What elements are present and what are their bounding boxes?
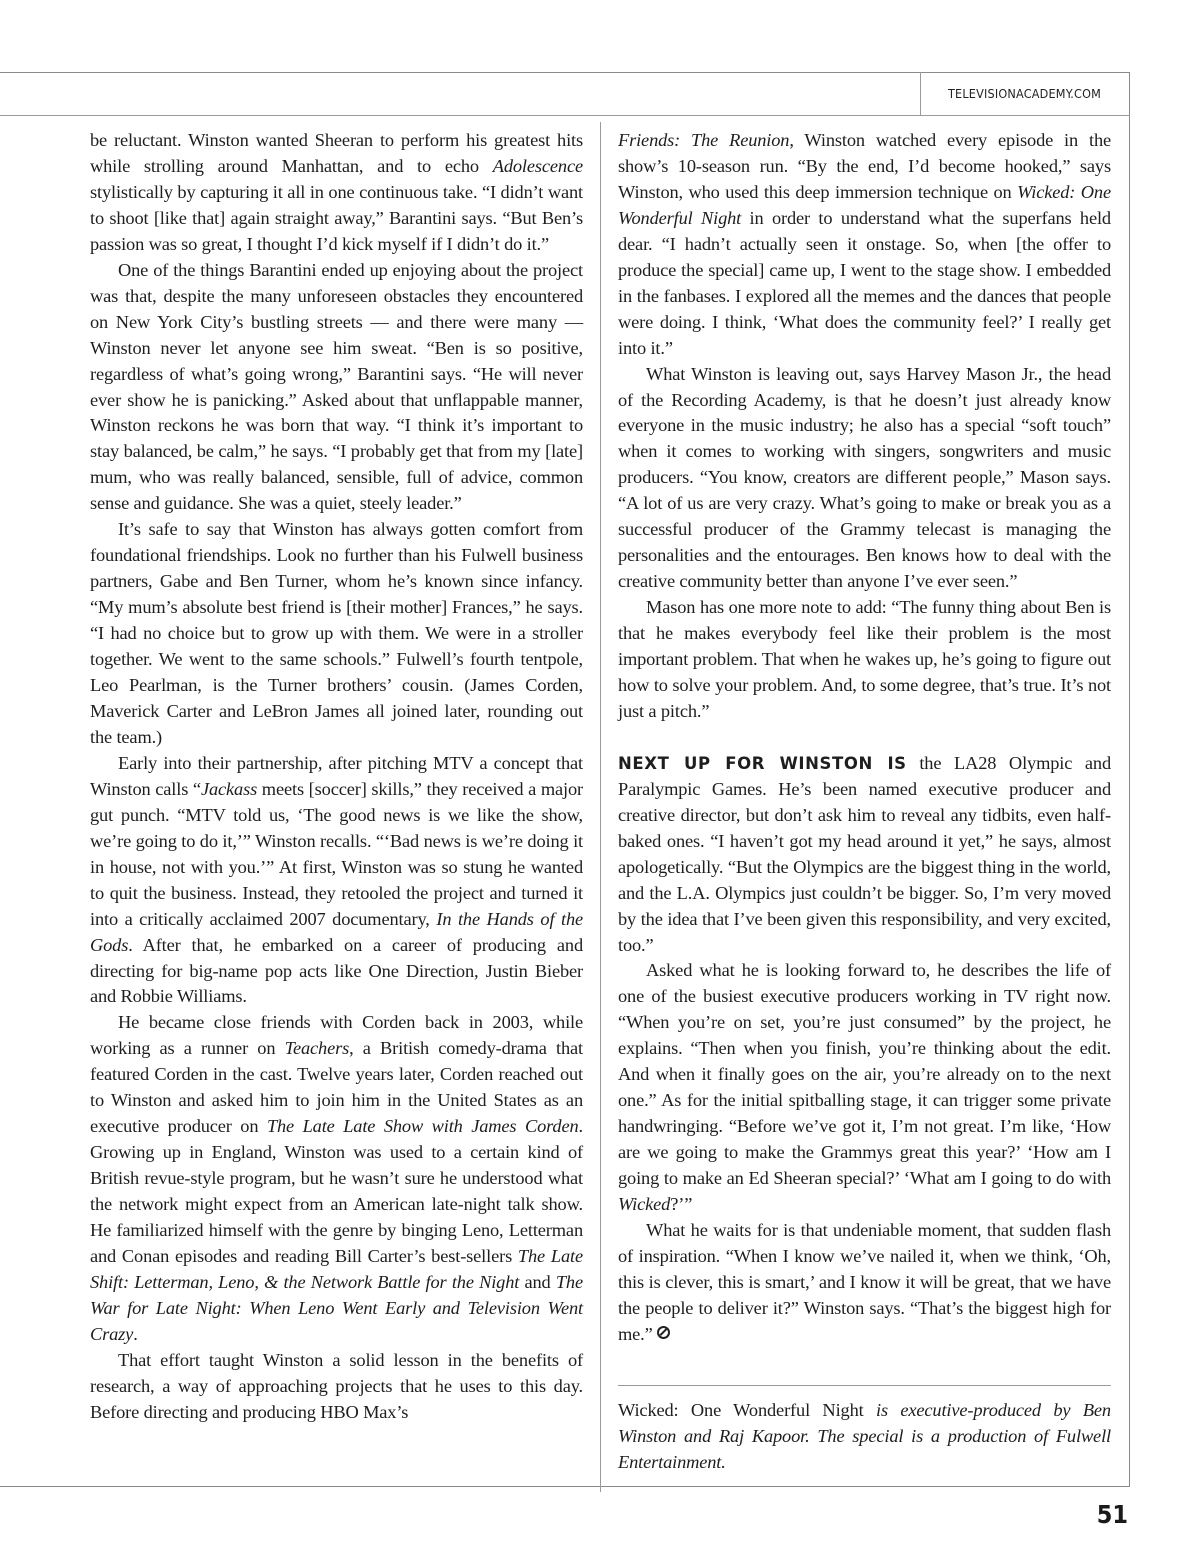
body-text: He became close friends with Corden back in 2003, while working as a runner on [90,1012,583,1059]
frame-right-rule [1129,72,1130,1487]
paragraph [618,362,1111,596]
paragraph [90,128,583,258]
body-text: . Growing up in England, Winston was used to a certain kind of British revue-style program, but he wasn’t sure he understood what the network might expect from an American late-night talk show. He familiarized himself with the genre by binging Leno, Letterman and Conan episodes and reading Bill Carter’s best-sellers [90,1116,583,1266]
body-text: What he waits for is that undeniable moment, that sudden flash of inspiration. “When I know we’ve nailed it, when we think, ‘Oh, this is clever, this is smart,’ and I know it will be great, that we have the people to deliver it?” Winston says. “That’s the biggest high for me.” [618,1220,1111,1344]
body-text: Early into their partnership, after pitching MTV a concept that Winston calls “ [90,752,583,799]
body-text: Wicked: One Wonderful Night [618,1400,864,1420]
paragraph [90,1348,583,1426]
body-text: , Winston watched every episode in the show’s 10-season run. “By the end, I’d become hooked,” says Winston, who used this deep immersion technique on [618,130,1112,202]
paragraph [90,517,583,751]
paragraph [90,258,583,518]
paragraph [618,1218,1111,1348]
italic-title-text: Adolescence [492,155,583,176]
lead-in-text: NEXT UP FOR WINSTON IS [618,753,907,773]
body-text: Asked what he is looking forward to, he describes the life of one of the busiest executive producers working in TV right now. “When you’re on set, you’re just consumed” by the project, he explains. “Then when you finish, you’re thinking about the edit. And when it finally goes on the air, you’re already on to the next one.” As for the initial spitballing stage, it can trigger some private handwringing. “Before we’ve got it, I’m not great. I’m like, ‘How are we going to make the Grammys great this year?’ ‘How am I going to make an Ed Sheeran special?’ ‘What am I going to do with [618,960,1111,1189]
footnote-rule [618,1385,1111,1386]
body-text: Mason has one more note to add: “The funny thing about Ben is that he makes everybody feel like their problem is the most important problem. That when he wakes up, he’s going to figure out how to solve your problem. And, to some degree, that’s true. It’s not just a pitch.” [618,597,1111,721]
body-text: be reluctant. Winston wanted Sheeran to perform his greatest hits while strolling around Manhattan, and to echo [90,130,583,176]
body-text: in order to understand what the superfans held dear. “I hadn’t actually seen it onstage. So, when [the offer to produce the special] came up, I went to the stage show. I embedded in the fanbases. I explored all the memes and the dances that people were doing. I think, ‘What does the community feel?’ I really get into it.” [618,207,1111,358]
italic-title-text: Wicked: One Wonderful Night [618,181,1111,228]
body-text: . After that, he embarked on a career of producing and directing for big-name pop acts like One Direction, Justin Bieber and Robbie Williams. [90,934,583,1007]
body-text: ?’” [670,1194,693,1215]
body-text: . [133,1323,138,1344]
header-rule [0,115,1130,116]
frame-bottom-rule [0,1486,1130,1487]
paragraph [618,128,1111,362]
left-column [90,128,583,1426]
italic-title-text: In the Hands of the Gods [90,908,583,955]
body-text: the LA28 Olympic and Paralympic Games. He’s been named executive producer and creative director, but don’t ask him to reveal any tidbits, even half-baked ones. “I haven’t got my head around it yet,” he says, almost apologetically. “But the Olympics are the biggest thing in the world, and the L.A. Olympics just couldn’t be bigger. So, I’m very moved by the idea that I’ve been given this responsibility, and very excited, too.” [618,752,1111,955]
body-text: stylistically by capturing it all in one continuous take. “I didn’t want to shoot [like that] again straight away,” Barantini says. “But Ben’s passion was so great, I thought I’d kick myself if I didn’t do it.” [90,181,583,254]
paragraph [618,958,1111,1218]
body-text: That effort taught Winston a solid lesson in the benefits of research, a way of approaching projects that he uses to this day. Before directing and producing HBO Max’s [90,1349,583,1422]
body-text: What Winston is leaving out, says Harvey Mason Jr., the head of the Recording Academy, is that he doesn’t just already know everyone in the music industry; he also has a special “soft touch” when it comes to working with singers, songwriters and music producers. “You know, creators are different people,” Mason says. “A lot of us are very crazy. What’s going to make or break you as a successful producer of the Grammy telecast is managing the personalities and the entourages. Ben knows how to deal with the creative community better than anyone I’ve ever seen.” [618,363,1111,592]
paragraph [618,751,1111,959]
italic-title-text: The War for Late Night: When Leno Went Early and Television Went Crazy [90,1271,583,1344]
body-text: meets [soccer] skills,” they received a major gut punch. “MTV told us, ‘The good news is we like the show, we’re going to do it,’” Winston recalls. “‘Bad news is we’re doing it in house, not with you.’” At first, Winston was so stung he wanted to quit the business. Instead, they retooled the project and turned it into a critically acclaimed 2007 documentary, [90,778,583,929]
column-divider [600,122,601,1492]
body-text: It’s safe to say that Winston has always gotten comfort from foundational friendships. Look no further than his Fulwell business partners, Gabe and Ben Turner, whom he’s known since infancy. “My mum’s absolute best friend is [their mother] Frances,” he says. “I had no choice but to grow up with them. We were in a stroller together. We went to the same schools.” Fulwell’s fourth tentpole, Leo Pearlman, is the Turner brothers’ cousin. (James Corden, Maverick Carter and LeBron James all joined later, rounding out the team.) [90,519,583,747]
italic-title-text: The Late Late Show with James Corden [266,1116,579,1137]
body-text: and [519,1271,556,1292]
body-text: , a British comedy-drama that featured Corden in the cast. Twelve years later, Corden reached out to Winston and asked him to join him in the United States as an executive producer on [90,1038,583,1137]
frame-top-rule [0,72,1130,73]
italic-title-text: Jackass [200,778,258,799]
paragraph [90,751,583,1011]
body-text: One of the things Barantini ended up enjoying about the project was that, despite the many unforeseen obstacles they encountered on New York City’s bustling streets — and there were many — Winston never let anyone see him sweat. “Ben is so positive, regardless of what’s going wrong,” Barantini says. “He will never ever show he is panicking.” Asked about that unflappable manner, Winston reckons he was born that way. “I think it’s important to stay balanced, be calm,” he says. “I probably get that from my [late] mum, who was really balanced, sensible, full of advice, common sense and guidance. She was a quiet, steely leader.” [90,259,583,514]
footnote [618,1398,1111,1476]
page-number: 51 [1096,1500,1128,1529]
italic-title-text: Wicked [618,1194,671,1215]
right-column [618,128,1111,1348]
italic-title-text: The Late Shift: Letterman, Leno, & the Network Battle for the Night [90,1245,583,1292]
end-of-article-icon [657,1326,670,1339]
site-url: TELEVISIONACADEMY.COM [947,86,1102,101]
italic-title-text: Teachers [284,1038,350,1059]
italic-title-text: Friends: The Reunion [618,130,790,150]
paragraph [90,1010,583,1347]
italic-title-text: is executive-produced by Ben Winston and Raj Kapoor. The special is a production of Fulwell Entertainment. [618,1400,1111,1472]
paragraph [618,595,1111,725]
